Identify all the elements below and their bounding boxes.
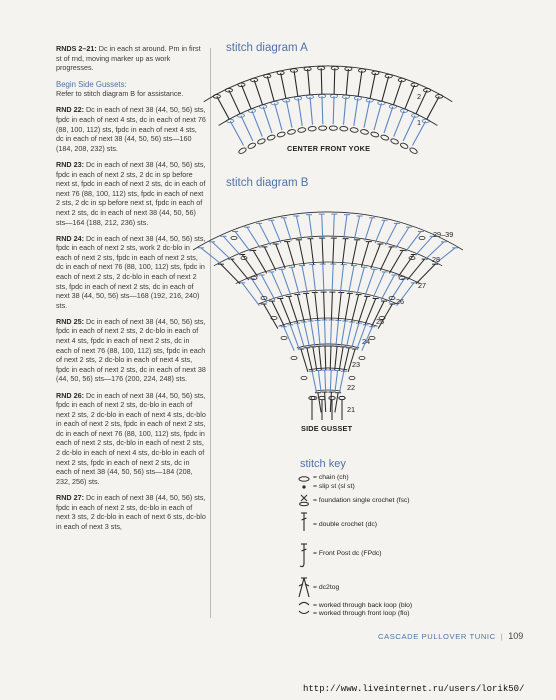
dc-stitch-icon [304, 322, 310, 347]
diagram-b-row-label: 22 [347, 383, 356, 392]
dc-stitch-icon [325, 346, 326, 370]
round-arc [309, 368, 348, 370]
dc-stitch-icon [212, 242, 231, 260]
dc-stitch-icon [297, 295, 304, 322]
dc-stitch-icon [242, 255, 257, 277]
key-blo: = worked through back loop (blo) [313, 602, 413, 609]
diagram-b-row-label: 21 [347, 405, 356, 414]
dc-stitch-icon [311, 321, 315, 347]
chain-symbol-icon [299, 477, 309, 481]
diagram-b-row-label: 29–39 [433, 230, 454, 239]
diagram-a-row-label: 1 [417, 118, 422, 127]
dc-stitch-icon [289, 296, 298, 323]
fsc-symbol-icon [300, 495, 309, 506]
dc-stitch-icon [365, 269, 375, 296]
dc-stitch-icon [325, 392, 326, 412]
dc-stitch-icon [330, 392, 331, 412]
dc-stitch-icon [365, 218, 372, 241]
diagram-b-title: stitch diagram B [226, 177, 309, 189]
row-text: Dc in each of next 38 (44, 50, 56) sts, fpdc in each of next 2 sts, dc-blo in each of next 3 sts, 2 dc-blo in each of next 6 sts, dc-blo in each of next 3 sts, [56, 492, 206, 531]
dc-stitch-icon [299, 240, 304, 266]
dc-stitch-icon [333, 238, 334, 264]
dc-stitch-icon [319, 346, 321, 370]
front-loop-symbol-icon [299, 611, 309, 614]
post-stitch-icon [281, 336, 287, 339]
stitch-top-icon [339, 396, 345, 399]
dc-stitch-icon [302, 266, 307, 294]
dc-stitch-icon [341, 321, 345, 347]
watermark-url: http://www.liveinternet.ru/users/lorik50/ [303, 684, 525, 694]
dc-stitch-icon [345, 293, 350, 321]
dc-stitch-icon [325, 370, 326, 392]
row-label: RND 22: [56, 105, 84, 115]
dc-stitch-icon [361, 242, 368, 267]
dc-stitch-icon [352, 323, 359, 348]
dc2tog-symbol-icon [299, 578, 309, 597]
dc-stitch-icon [282, 269, 292, 296]
dc-stitch-icon [309, 215, 312, 239]
dc-stitch-icon [235, 232, 250, 252]
dc-stitch-icon [407, 259, 424, 280]
dc-stitch-icon [322, 214, 323, 238]
diagram-a-title: stitch diagram A [226, 42, 308, 54]
row-text: Dc in each of next 38 (44, 50, 56) sts, fpdc in each of next 4 sts, dc in each of next 76 (88, 100, 112) sts, fpdc in each of next 4 sts, dc in each of next 38 (44, 50, 56) sts—160 (184, 208, 232) sts. [56, 105, 206, 153]
row-text: Dc in each of next 38 (44, 50, 56) sts, fpdc in each of next 2 sts, work 2 dc-blo in each of next 2 sts, fpdc in each of next 2 sts, dc in each of next 76 (88, 100, 112) sts, fpdc in each of next 2 sts, 2 dc-blo in each of next 2 sts, fpdc in each of next 2 sts, dc in each of next 38 (44, 50, 56) sts—168 (192, 216, 240) sts. [56, 233, 206, 310]
dc-stitch-icon [336, 320, 339, 346]
round-arc [279, 318, 378, 326]
dc-stitch-icon [318, 371, 321, 393]
dc-stitch-icon [346, 322, 352, 347]
front-post-dc-symbol-icon [300, 544, 307, 567]
dc-stitch-icon [271, 220, 280, 243]
row-text: Dc in each of next 38 (44, 50, 56) sts, fpdc in each of next 2 sts, dc-blo in each of next 2 sts, 2 dc-blo in each of next 4 sts, dc-blo in each of next 2 sts, fpdc in each of next 2 sts, dc in each of next 76 (88, 100, 112) sts, fpdc in each of next 2 sts, dc-blo in each of next 2 sts, 2 dc-blo in each of next 4 sts, dc-blo in each of next 2 sts, fpdc in each of next 2 sts, dc in each of next 38 (44, 50, 56) sts—184 (208, 232, 256) sts. [56, 390, 206, 486]
dc-stitch-icon [358, 296, 367, 323]
footer-title: CASCADE PULLOVER TUNIC [378, 632, 496, 641]
dc-stitch-icon [339, 347, 343, 371]
diagram-b-row-label: 27 [418, 281, 427, 290]
dc-stitch-icon [271, 272, 283, 298]
post-stitch-icon [301, 376, 307, 379]
dc-stitch-icon [344, 215, 347, 239]
dc-stitch-icon [276, 244, 286, 269]
key-flo: = worked through front loop (flo) [313, 610, 410, 617]
dc-stitch-icon [315, 293, 318, 321]
dc-stitch-icon [323, 264, 324, 292]
stitch-top-icon [329, 396, 335, 399]
key-chain: = chain (ch) [313, 474, 349, 481]
dc-stitch-icon [335, 371, 338, 393]
row-label: RND 23: [56, 159, 84, 169]
back-loop-symbol-icon [299, 603, 309, 606]
dc-stitch-icon [284, 218, 291, 241]
dc-stitch-icon [318, 320, 321, 346]
dc-stitch-icon [253, 250, 267, 273]
dc-stitch-icon [310, 239, 313, 265]
footer-separator: | [500, 632, 504, 641]
dc-stitch-icon [349, 266, 354, 294]
row-label: RND 24: [56, 233, 84, 243]
dc-stitch-icon [322, 238, 323, 264]
dc-stitch-icon [313, 347, 317, 371]
dc-stitch-icon [324, 292, 325, 320]
dc-stitch-icon [373, 272, 385, 298]
dc-stitch-icon [287, 242, 294, 267]
dc-stitch-icon [331, 320, 332, 346]
dc-stitch-icon [357, 267, 364, 294]
dc-stitch-icon [335, 393, 338, 413]
round-arc [315, 390, 340, 391]
dc-stitch-icon [332, 264, 333, 292]
dc-stitch-icon [342, 239, 345, 265]
dc-stitch-icon [231, 259, 248, 280]
dc-stitch-icon [296, 216, 301, 240]
diagram-b-row-label: 26 [396, 297, 405, 306]
dc-stitch-icon [389, 250, 403, 273]
round-arc [258, 290, 398, 304]
dc-stitch-icon [247, 227, 260, 248]
dc-stitch-icon [352, 240, 357, 266]
section-heading: Begin Side Gussets: [56, 79, 127, 89]
round-arc [236, 262, 421, 284]
post-stitch-icon [419, 236, 425, 239]
round-arc [193, 212, 463, 250]
dc-stitch-icon [331, 292, 332, 320]
diagram-b-row-label: 25 [376, 317, 385, 326]
round-arc [214, 236, 442, 266]
row-text: Dc in each of next 38 (44, 50, 56) sts, fpdc in each of next 2 sts, 2 dc-blo in each of next 4 sts, fpdc in each of next 2 sts, dc in each of next 76 (88, 100, 112) sts, fpdc in each of next 2 sts, 2 dc-blo in each of next 4 sts, fpdc in each of next 2 sts, dc in each of next 38 (44, 50, 56) sts—176 (200, 224, 248) sts. [56, 316, 206, 384]
dc-stitch-icon [333, 214, 334, 238]
dc-stitch-icon [297, 323, 304, 348]
key-slip-st: = slip st (sl st) [313, 483, 355, 490]
dc-stitch-icon [371, 244, 381, 269]
dc-stitch-icon [335, 346, 337, 370]
row-text: Dc in each st around. Pm in first st of rnd, moving marker up as work progresses. [56, 44, 201, 73]
dc-stitch-icon [375, 220, 384, 243]
diagram-b-caption: SIDE GUSSET [301, 424, 353, 433]
dc-stitch-icon [398, 255, 413, 277]
slip-stitch-symbol-icon [302, 485, 305, 488]
key-fsc: = foundation single crochet (fsc) [313, 497, 410, 504]
dc-symbol-icon [301, 513, 307, 531]
post-stitch-icon [291, 356, 297, 359]
diagram-b-row-label: 28 [432, 255, 441, 264]
dc-stitch-icon [352, 295, 359, 322]
row-text: Dc in each of next 38 (44, 50, 56) sts, fpdc in each of next 2 sts, 2 dc in sp before next st, fpdc in each of next 2 sts, dc in each of next 76 (88, 100, 112) sts, fpdc in each of next 2 sts, 2 dc in sp before next st, fpdc in each of next 2 sts, dc in each of next 38 (44, 50, 56) sts—164 (188, 212, 236) sts. [56, 159, 206, 227]
dc-stitch-icon [306, 293, 311, 321]
dc-stitch-icon [201, 248, 221, 264]
page-number: 109 [508, 631, 524, 641]
dc-stitch-icon [330, 370, 331, 392]
key-fpdc: = Front Post dc (FPdc) [313, 550, 382, 557]
dc-stitch-icon [386, 223, 397, 245]
row-label: RND 25: [56, 316, 84, 326]
row-label: RND 26: [56, 390, 84, 400]
dc-stitch-icon [380, 247, 392, 271]
diagram-b-row-label: 24 [362, 337, 371, 346]
page-footer [378, 631, 523, 641]
dc-stitch-icon [354, 216, 359, 240]
stitch-top-icon [319, 396, 325, 399]
post-stitch-icon [349, 376, 355, 379]
dc-stitch-icon [396, 227, 409, 248]
stitch-key-title: stitch key [300, 458, 346, 470]
dc-stitch-icon [292, 267, 299, 294]
dc-stitch-icon [318, 393, 321, 413]
section-intro: Refer to stitch diagram B for assistance. [56, 89, 184, 99]
dc-stitch-icon [340, 265, 343, 293]
dc-stitch-icon [221, 264, 240, 284]
dc-stitch-icon [259, 223, 270, 245]
dc-stitch-icon [406, 232, 421, 252]
diagram-b-row-label: 23 [352, 360, 361, 369]
row-label: RNDS 2–21: [56, 44, 97, 53]
dc-stitch-icon [307, 348, 312, 371]
diagram-a-caption: CENTER FRONT YOKE [287, 144, 371, 153]
dc-stitch-icon [339, 371, 344, 393]
key-dc: = double crochet (dc) [313, 521, 378, 528]
row-label: RND 27: [56, 492, 84, 502]
dc-stitch-icon [312, 265, 315, 293]
dc-stitch-icon [301, 349, 308, 372]
dc-stitch-icon [330, 346, 331, 370]
dc-stitch-icon [338, 293, 341, 321]
dc-stitch-icon [312, 371, 317, 393]
dc-stitch-icon [264, 247, 276, 271]
post-stitch-icon [231, 236, 237, 239]
diagram-a-row-label: 2 [417, 92, 422, 101]
dc-stitch-icon [325, 320, 326, 346]
key-dc2tog: = dc2tog [313, 584, 340, 591]
dc-stitch-icon [344, 348, 349, 371]
